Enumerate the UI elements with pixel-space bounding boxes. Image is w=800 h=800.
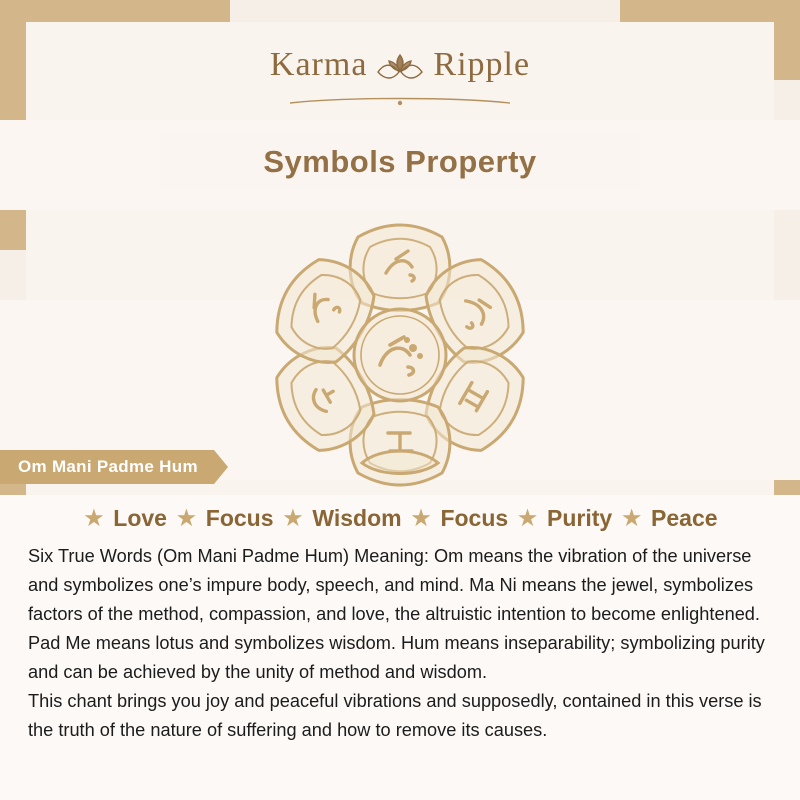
title-bar bbox=[160, 134, 640, 190]
brand-word-left: Karma bbox=[269, 46, 368, 83]
keyword-focus-1: Focus bbox=[205, 505, 274, 531]
page-title: Symbols Property bbox=[263, 144, 537, 179]
star-icon: ★ bbox=[622, 507, 642, 530]
keyword-peace: Peace bbox=[651, 505, 718, 531]
body-paragraph-1: Six True Words (Om Mani Padme Hum) Meaning: Om means the vibration of the universe and symbolizes one’s impure body, speech, and mind. Ma Ni means the jewel, symbolizes factors of the method, compassion, and love, the altruistic intention to become enlightened. Pad Me means lotus and symbolizes wisdom. Hum means inseparability; symbolizing purity and can be achieved by the unity of method and wisdom. bbox=[28, 546, 765, 682]
brand-logo bbox=[0, 46, 800, 84]
keyword-love: Love bbox=[113, 505, 167, 531]
star-icon: ★ bbox=[84, 507, 104, 530]
star-icon: ★ bbox=[518, 507, 537, 530]
brand-word-right: Ripple bbox=[433, 46, 531, 83]
brand-underline-flourish bbox=[285, 96, 515, 110]
om-mani-padme-hum-mandala-icon bbox=[250, 205, 550, 505]
body-paragraph-2: This chant brings you joy and peaceful vibrations and supposedly, contained in this verse is the truth of the nature of suffering and how to remove its causes. bbox=[28, 691, 762, 740]
lotus-icon bbox=[377, 50, 423, 80]
frame-top-left-horizontal bbox=[0, 0, 230, 22]
star-icon: ★ bbox=[411, 507, 431, 530]
star-icon: ★ bbox=[283, 507, 303, 530]
keywords-row bbox=[26, 505, 774, 532]
body-text bbox=[26, 542, 780, 745]
keyword-wisdom: Wisdom bbox=[312, 505, 402, 531]
keyword-purity: Purity bbox=[547, 505, 613, 531]
keyword-focus-2: Focus bbox=[440, 505, 509, 531]
star-icon: ★ bbox=[176, 507, 196, 530]
ribbon-label-text: Om Mani Padme Hum bbox=[18, 457, 198, 476]
ribbon-label bbox=[0, 450, 214, 484]
